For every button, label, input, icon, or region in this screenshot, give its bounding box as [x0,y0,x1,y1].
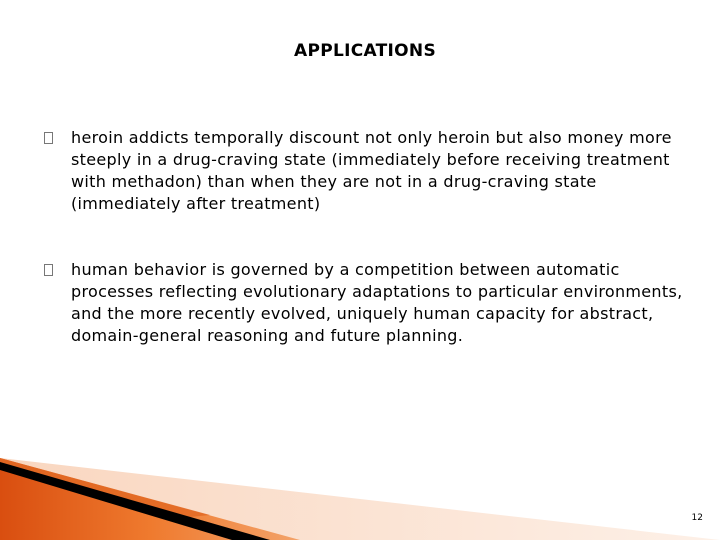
slide-title: APPLICATIONS [294,41,436,61]
bullet-marker-icon [44,132,53,144]
bullet-text: heroin addicts temporally discount not only heroin but also money more steeply in a drug-craving state (immediately before receiving treatment with methadon) than when they are not in a drug-craving state (immediately after treatment) [71,128,672,213]
page-number: 12 [691,513,703,523]
bullet-marker-icon [44,264,53,276]
bullet-item [44,127,684,215]
bullet-list [44,127,684,391]
bullet-text: human behavior is governed by a competition between automatic processes reflecting evolutionary adaptations to particular environments, and the more recently evolved, uniquely human capacity for abstract, domain-general reasoning and future planning. [71,260,683,345]
footer-decoration [0,440,720,540]
bullet-item [44,259,684,347]
